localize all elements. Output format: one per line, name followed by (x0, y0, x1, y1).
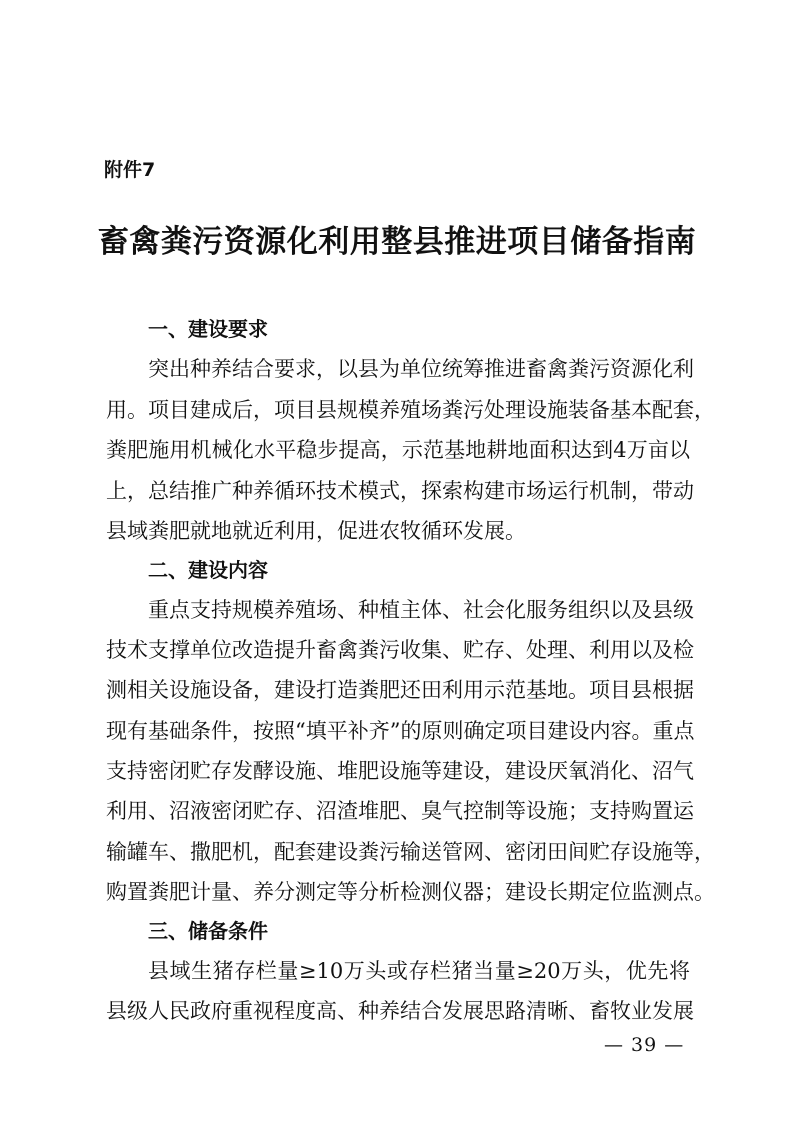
document-title: 畜禽粪污资源化利用整县推进项目储备指南 (97, 224, 697, 260)
paragraph-line: 上，总结推广种养循环技术模式，探索构建市场运行机制，带动 (106, 479, 694, 503)
paragraph-line: 用。项目建成后，项目县规模养殖场粪污处理设施装备基本配套， (106, 398, 715, 422)
paragraph-line: 技术支撑单位改造提升畜禽粪污收集、贮存、处理、利用以及检 (106, 638, 694, 662)
paragraph-line: 县级人民政府重视程度高、种养结合发展思路清晰、畜牧业发展 (106, 999, 694, 1023)
paragraph-line: 突出种养结合要求，以县为单位统筹推进畜禽粪污资源化利 (148, 357, 694, 381)
section-heading-conditions: 三、储备条件 (148, 919, 268, 943)
paragraph-line: 测相关设施设备，建设打造粪肥还田利用示范基地。项目县根据 (106, 678, 694, 702)
paragraph-line: 县域粪肥就地就近利用，促进农牧循环发展。 (106, 519, 526, 543)
paragraph-line: 县域生猪存栏量≥10万头或存栏猪当量≥20万头，优先将 (148, 959, 690, 983)
paragraph-line: 现有基础条件，按照“填平补齐”的原则确定项目建设内容。重点 (106, 719, 695, 743)
paragraph-line: 重点支持规模养殖场、种植主体、社会化服务组织以及县级 (148, 598, 694, 622)
section-heading-requirements: 一、建设要求 (148, 317, 268, 341)
paragraph-line: 利用、沼液密闭贮存、沼渣堆肥、臭气控制等设施；支持购置运 (106, 799, 694, 823)
paragraph-line: 输罐车、撒肥机，配套建设粪污输送管网、密闭田间贮存设施等， (106, 840, 715, 864)
page-number: — 39 — (604, 1034, 685, 1056)
section-heading-content: 二、建设内容 (148, 558, 268, 582)
attachment-label: 附件7 (104, 159, 156, 181)
paragraph-line: 购置粪肥计量、养分测定等分析检测仪器；建设长期定位监测点。 (106, 880, 715, 904)
paragraph-line: 粪肥施用机械化水平稳步提高，示范基地耕地面积达到4万亩以 (106, 438, 690, 462)
paragraph-line: 支持密闭贮存发酵设施、堆肥设施等建设，建设厌氧消化、沼气 (106, 759, 694, 783)
